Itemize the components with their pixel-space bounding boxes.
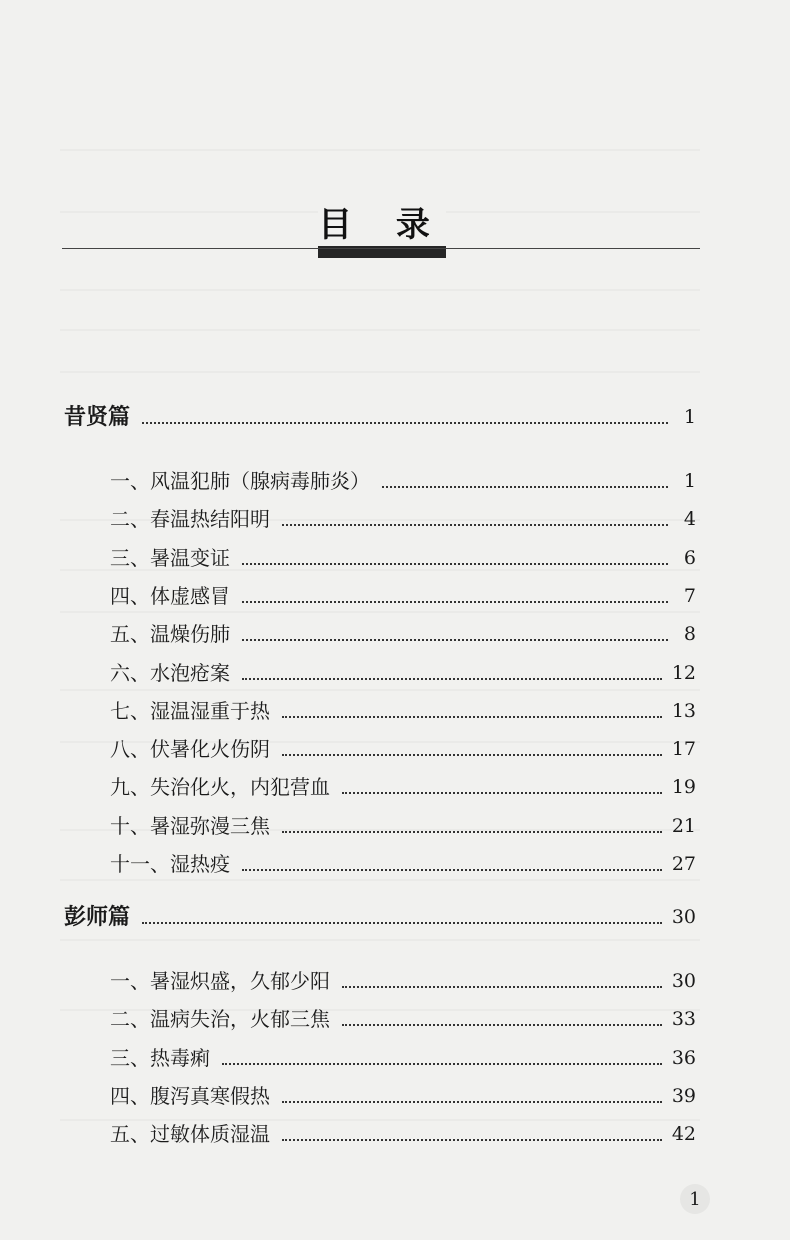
toc-leader-dots <box>282 1101 662 1103</box>
toc-leader-dots <box>242 678 662 680</box>
toc-page-number: 17 <box>671 738 696 760</box>
toc-entry-label: 一、暑湿炽盛，久郁少阳 <box>110 969 330 993</box>
toc-entry-label: 二、温病失治，火郁三焦 <box>110 1007 330 1031</box>
toc-section-row[interactable] <box>64 396 696 430</box>
toc-entry-row[interactable] <box>110 575 696 609</box>
toc-leader-dots <box>342 1024 662 1026</box>
toc-leader-dots <box>242 563 668 565</box>
page-number: 1 <box>680 1184 710 1214</box>
toc-page-number: 1 <box>683 470 696 492</box>
toc-entry-label: 三、暑温变证 <box>110 546 230 570</box>
toc-section-label: 彭师篇 <box>64 904 131 930</box>
toc-entry-label: 六、水泡疮案 <box>110 661 230 685</box>
toc-entry-row[interactable] <box>110 652 696 686</box>
toc-entry-row[interactable] <box>110 613 696 647</box>
toc-entry-row[interactable] <box>110 690 696 724</box>
toc-entry-row[interactable] <box>110 1037 696 1071</box>
toc-page-number: 42 <box>671 1123 696 1145</box>
toc-entry-label: 八、伏暑化火伤阴 <box>110 737 270 761</box>
toc-entry-row[interactable] <box>110 498 696 532</box>
toc-page-number: 1 <box>683 406 696 428</box>
toc-entry-label: 九、失治化火，内犯营血 <box>110 775 330 799</box>
toc-leader-dots <box>282 1139 662 1141</box>
toc-page-number: 39 <box>671 1085 696 1107</box>
toc-entry-label: 四、腹泻真寒假热 <box>110 1084 270 1108</box>
toc-leader-dots <box>222 1063 662 1065</box>
toc-entry-row[interactable] <box>110 460 696 494</box>
toc-section-label: 昔贤篇 <box>64 404 131 430</box>
toc-entry-row[interactable] <box>110 1075 696 1109</box>
toc-entry-row[interactable] <box>110 960 696 994</box>
toc-page-number: 13 <box>671 700 696 722</box>
toc-entry-row[interactable] <box>110 998 696 1032</box>
toc-page-number: 6 <box>683 547 696 569</box>
toc-leader-dots <box>242 601 668 603</box>
toc-leader-dots <box>242 869 662 871</box>
toc-entry-row[interactable] <box>110 728 696 762</box>
toc-leader-dots <box>142 922 662 924</box>
toc-leader-dots <box>282 524 668 526</box>
toc-leader-dots <box>242 639 668 641</box>
toc-entry-row[interactable] <box>110 843 696 877</box>
toc-leader-dots <box>342 792 662 794</box>
toc-entry-label: 二、春温热结阳明 <box>110 507 270 531</box>
toc-entry-label: 七、湿温湿重于热 <box>110 699 270 723</box>
toc-leader-dots <box>142 422 668 424</box>
toc-page-number: 33 <box>671 1008 696 1030</box>
toc-entry-label: 十、暑湿弥漫三焦 <box>110 814 270 838</box>
toc-page-number: 30 <box>671 970 696 992</box>
toc-entry-label: 四、体虚感冒 <box>110 584 230 608</box>
page-title: 目 录 <box>318 196 446 246</box>
toc-leader-dots <box>282 716 662 718</box>
toc-page-number: 7 <box>683 585 696 607</box>
toc-section-row[interactable] <box>64 896 696 930</box>
title-rule <box>62 248 700 249</box>
toc-page-number: 21 <box>671 815 696 837</box>
toc-entry-row[interactable] <box>110 805 696 839</box>
toc-leader-dots <box>282 831 662 833</box>
toc-entry-row[interactable] <box>110 537 696 571</box>
toc-page-number: 30 <box>671 906 696 928</box>
toc-entry-label: 三、热毒痢 <box>110 1046 210 1070</box>
toc-page-number: 12 <box>671 662 696 684</box>
toc-entry-label: 一、风温犯肺（腺病毒肺炎） <box>110 469 370 493</box>
toc-page-number: 36 <box>671 1047 696 1069</box>
toc-entry-label: 十一、湿热疫 <box>110 852 230 876</box>
toc-entry-label: 五、温燥伤肺 <box>110 622 230 646</box>
toc-page-number: 27 <box>671 853 696 875</box>
toc-page-number: 4 <box>683 508 696 530</box>
toc-page-number: 19 <box>671 776 696 798</box>
toc-leader-dots <box>342 986 662 988</box>
toc-leader-dots <box>282 754 662 756</box>
toc-entry-label: 五、过敏体质湿温 <box>110 1122 270 1146</box>
toc-entry-row[interactable] <box>110 766 696 800</box>
toc-leader-dots <box>382 486 668 488</box>
toc-page-number: 8 <box>683 623 696 645</box>
toc-entry-row[interactable] <box>110 1113 696 1147</box>
